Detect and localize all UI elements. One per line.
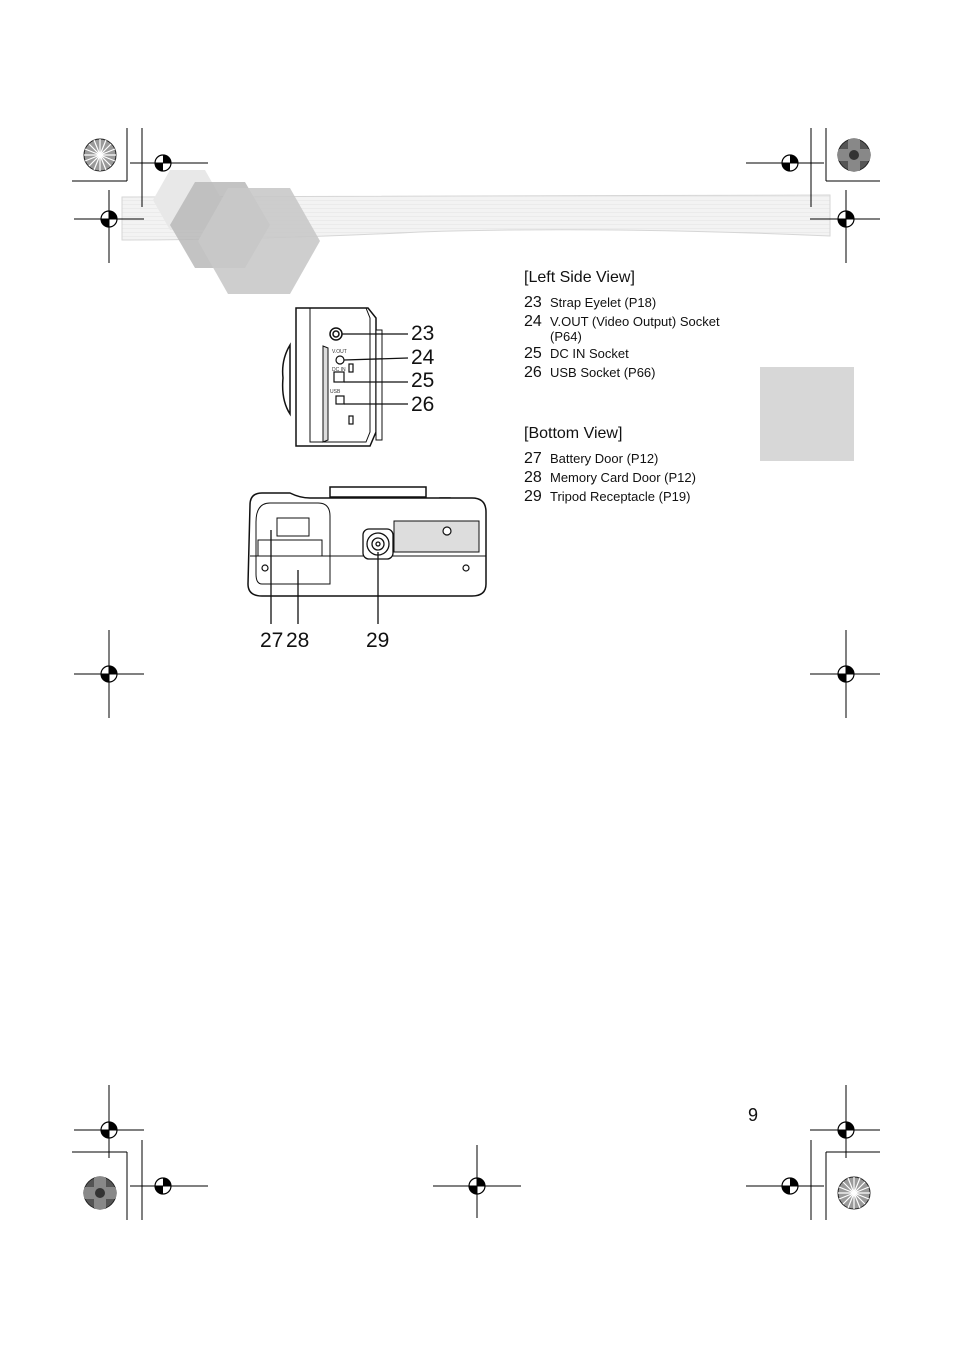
callout-25: 25 [411, 369, 435, 392]
section-tab [760, 367, 854, 461]
item-text: DC IN Socket [550, 346, 629, 361]
item-number: 26 [524, 364, 542, 381]
callout-28: 28 [286, 629, 310, 652]
left-side-view-list [524, 293, 764, 382]
item-number: 29 [524, 488, 542, 505]
item-text: V.OUT (Video Output) Socket (P64) [550, 314, 720, 344]
list-item [524, 363, 764, 382]
list-item [524, 487, 764, 506]
list-item [524, 468, 764, 487]
item-text: Strap Eyelet (P18) [550, 295, 657, 310]
callout-27: 27 [260, 629, 284, 652]
bottom-view-title: [Bottom View] [524, 425, 623, 442]
port-usb-label: USB [330, 389, 341, 395]
callout-26: 26 [411, 393, 435, 416]
item-text: Memory Card Door (P12) [550, 470, 696, 485]
list-item [524, 293, 764, 312]
callout-23: 23 [411, 322, 435, 345]
item-number: 27 [524, 450, 542, 467]
item-number: 23 [524, 294, 542, 311]
bottom-view-list [524, 449, 764, 506]
item-text: USB Socket (P66) [550, 365, 656, 380]
port-vout-label: V.OUT [332, 349, 347, 355]
item-text: Battery Door (P12) [550, 451, 659, 466]
page-number: 9 [748, 1105, 759, 1125]
callout-29: 29 [366, 629, 390, 652]
item-number: 28 [524, 469, 542, 486]
port-dcin-label: DC IN [332, 367, 346, 373]
left-side-view-title: [Left Side View] [524, 269, 635, 286]
callout-24: 24 [411, 346, 435, 369]
list-item [524, 449, 764, 468]
list-item [524, 312, 764, 344]
item-number: 24 [524, 313, 542, 330]
list-item [524, 344, 764, 363]
item-text: Tripod Receptacle (P19) [550, 489, 691, 504]
item-number: 25 [524, 345, 542, 362]
